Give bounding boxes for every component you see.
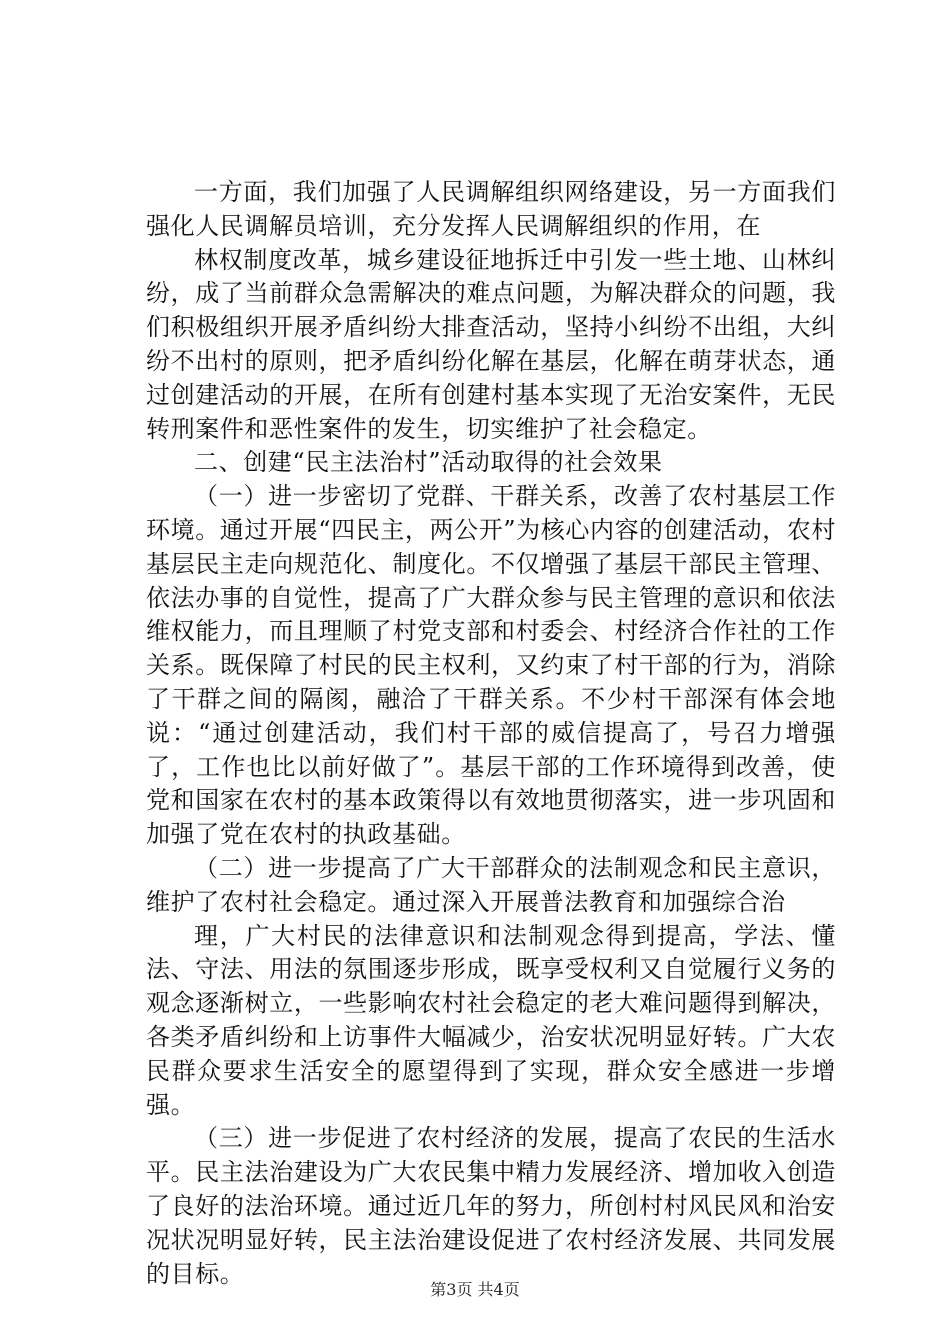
paragraph-6: （三）进一步促进了农村经济的发展，提高了农民的生活水平。民主法治建设为广大农民集中精力发展经济、增加收入创造了良好的法治环境。通过近几年的努力，所创村村风民风和治安况状况明显好转，民主法治建设促进了农村经济发展、共同发展的目标。: [146, 1124, 836, 1288]
document-body: [146, 176, 836, 1291]
paragraph-1: 一方面，我们加强了人民调解组织网络建设，另一方面我们强化人民调解员培训，充分发挥人民调解组织的作用，在: [146, 178, 836, 240]
page-footer: 第3页 共4页: [430, 1280, 520, 1299]
section-heading: 二、创建“民主法治村”活动取得的社会效果: [194, 448, 663, 477]
paragraph-3: （一）进一步密切了党群、干群关系，改善了农村基层工作环境。通过开展“四民主，两公开”为核心内容的创建活动，农村基层民主走向规范化、制度化。不仅增强了基层干部民主管理、依法办事的自觉性，提高了广大群众参与民主管理的意识和依法维权能力，而且理顺了村党支部和村委会、村经济合作社的工作关系。既保障了村民的民主权利，又约束了村干部的行为，消除了干群之间的隔阂，融洽了干群关系。不少村干部深有体会地说：“通过创建活动，我们村干部的威信提高了，号召力增强了，工作也比以前好做了”。基层干部的工作环境得到改善，使党和国家在农村的基本政策得以有效地贯彻落实，进一步巩固和加强了党在农村的执政基础。: [146, 482, 836, 849]
paragraph-5: 理，广大村民的法律意识和法制观念得到提高，学法、懂法、守法、用法的氛围逐步形成，既享受权利又自觉履行义务的观念逐渐树立，一些影响农村社会稳定的老大难问题得到解决，各类矛盾纠纷和上访事件大幅减少，治安状况明显好转。广大农民群众要求生活安全的愿望得到了实现，群众安全感进一步增强。: [146, 921, 836, 1119]
paragraph-2: 林权制度改革，城乡建设征地拆迁中引发一些土地、山林纠纷，成了当前群众急需解决的难点问题，为解决群众的问题，我们积极组织开展矛盾纠纷大排查活动，坚持小纠纷不出组，大纠纷不出村的原则，把矛盾纠纷化解在基层，化解在萌芽状态，通过创建活动的开展，在所有创建村基本实现了无治安案件，无民转刑案件和恶性案件的发生，切实维护了社会稳定。: [146, 245, 836, 443]
paragraph-4: （二）进一步提高了广大干部群众的法制观念和民主意识，维护了农村社会稳定。通过深入开展普法教育和加强综合治: [146, 853, 836, 916]
